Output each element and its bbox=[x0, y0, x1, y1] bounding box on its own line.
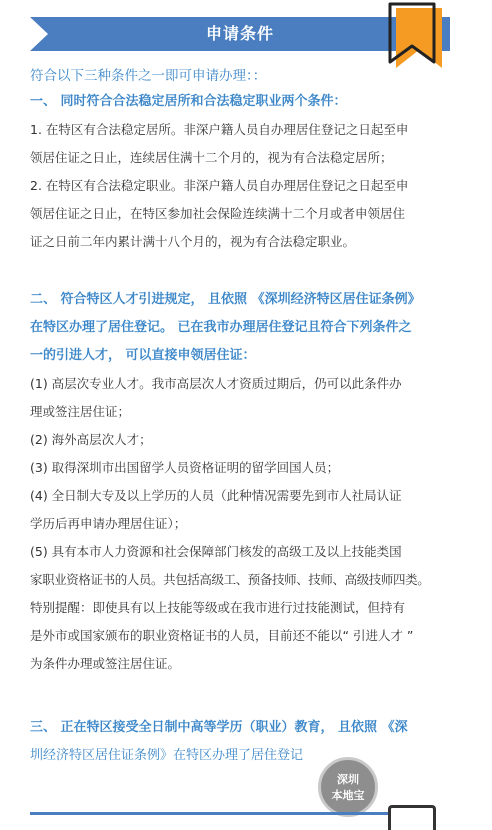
section1-line: 领居住证之日止，连续居住满十二个月的，视为有合法稳定居所； bbox=[30, 150, 393, 165]
bookmark-icon[interactable] bbox=[382, 2, 444, 68]
intro-text: 符合以下三种条件之一即可申请办理：： bbox=[30, 68, 267, 84]
section2-heading: 一的引进人才， 可以直接申领居住证： bbox=[30, 348, 256, 363]
section2-line: 学历后再申请办理居住证）； bbox=[30, 516, 187, 531]
section2-heading: 二、 符合特区人才引进规定， 且依照 《深圳经济特区居住证条例》 bbox=[30, 292, 421, 307]
article-content bbox=[30, 64, 476, 770]
section1-line: 1. 在特区有合法稳定居所。非深户籍人员自办理居住登记之日起至申 bbox=[30, 122, 409, 137]
section1-line: 2. 在特区有合法稳定职业。非深户籍人员自办理居住登记之日起至申 bbox=[30, 178, 409, 193]
next-section-banner-edge bbox=[30, 812, 390, 815]
section1-line: 证之日前二年内累计满十八个月的，视为有合法稳定职业。 bbox=[30, 234, 356, 249]
section1-heading: 一、 同时符合合法稳定居所和合法稳定职业两个条件： bbox=[30, 94, 347, 109]
section2-line: (5) 具有本市人力资源和社会保障部门核发的高级工及以上技能类国 bbox=[30, 544, 402, 559]
section2-line: (3) 取得深圳市出国留学人员资格证明的留学回国人员； bbox=[30, 460, 340, 475]
page-title: 申请条件 bbox=[205, 24, 274, 43]
bookmark-icon-partial bbox=[388, 805, 436, 830]
section2-line: (4) 全日制大专及以上学历的人员（此种情况需要先到市人社局认证 bbox=[30, 488, 402, 503]
section-spacer bbox=[30, 678, 476, 714]
section1-line: 领居住证之日止，在特区参加社会保险连续满十二个月或者申领居住 bbox=[30, 206, 406, 221]
section2-line: (1) 高层次专业人才。我市高层次人才资质过期后，仍可以此条件办 bbox=[30, 376, 402, 391]
section3-heading: 三、 正在特区接受全日制中高等学历（职业）教育， 且依照 《深 bbox=[30, 720, 408, 735]
section2-line: 理或签注居住证； bbox=[30, 404, 131, 419]
section2-line: 是外市或国家颁布的职业资格证书的人员，目前还不能以“ 引进人才 ” bbox=[30, 628, 414, 643]
section3-heading: 圳经济特区居住证条例》在特区办理了居住登记 bbox=[30, 748, 304, 763]
watermark-line1: 深圳 bbox=[337, 773, 359, 786]
section2-line: 特别提醒：即使具有以上技能等级或在我市进行过技能测试，但持有 bbox=[30, 600, 406, 615]
section2-line: 为条件办理或签注居住证。 bbox=[30, 656, 181, 671]
section2-heading: 在特区办理了居住登记。 已在我市办理居住登记且符合下列条件之 bbox=[30, 320, 412, 335]
section2-line: 家职业资格证书的人员。共包括高级工、预备技师、技师、高级技师四类。 bbox=[30, 572, 430, 587]
section-spacer bbox=[30, 256, 476, 286]
section2-line: (2) 海外高层次人才； bbox=[30, 432, 152, 447]
watermark-logo bbox=[318, 757, 378, 817]
watermark-line2: 本地宝 bbox=[331, 789, 365, 802]
